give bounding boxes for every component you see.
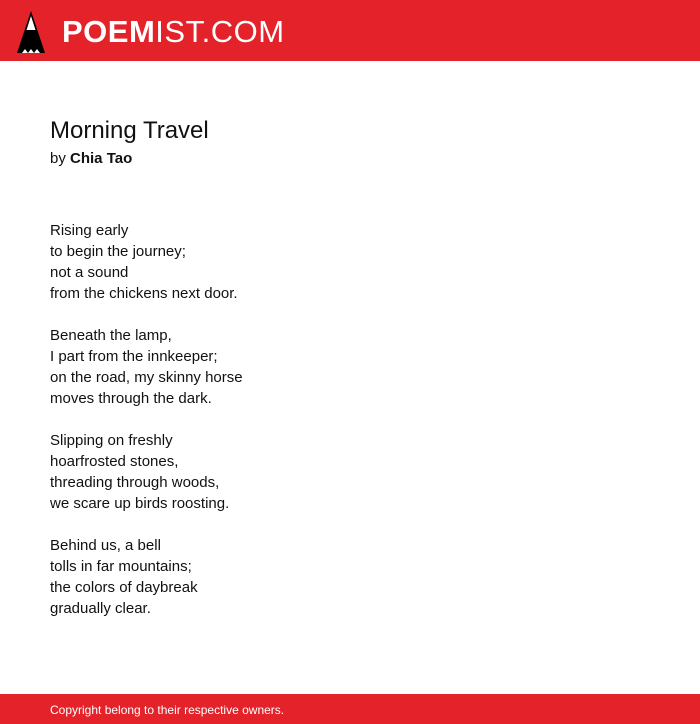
poem-line: to begin the journey; [50,243,186,260]
poem-author: Chia Tao [70,150,133,167]
poem-byline [50,149,650,169]
poem-title: Morning Travel [50,117,209,144]
poem-line: the colors of daybreak [50,579,198,596]
poem-line: moves through the dark. [50,390,212,407]
poem-line: Behind us, a bell [50,537,161,554]
site-logo-link[interactable] [16,8,285,54]
poem-line: on the road, my skinny horse [50,369,243,386]
brand-name-bold: POEM [62,13,156,49]
poem-stanza [50,535,650,619]
poem-stanza [50,220,650,304]
poem-stanza [50,430,650,514]
copyright-text: Copyright belong to their respective owners. [50,703,285,717]
poem-content [50,116,650,640]
poem-stanza [50,325,650,409]
poem-line: tolls in far mountains; [50,558,192,575]
poem-line: Slipping on freshly [50,432,173,449]
poem-line: we scare up birds roosting. [50,495,230,512]
poem-line: hoarfrosted stones, [50,453,179,470]
poem-line: gradually clear. [50,600,151,617]
poem-line: from the chickens next door. [50,285,238,302]
poem-line: threading through woods, [50,474,220,491]
brand-name-light: IST.COM [155,13,285,49]
site-header [0,0,700,61]
brand-name [62,13,285,49]
poem-line: I part from the innkeeper; [50,348,218,365]
poem-body [50,220,650,619]
site-footer [0,694,700,724]
poem-line: Rising early [50,222,129,239]
byline-label: by [50,150,66,167]
pencil-tip-icon [16,9,46,53]
poem-line: Beneath the lamp, [50,327,172,344]
poem-line: not a sound [50,264,129,281]
